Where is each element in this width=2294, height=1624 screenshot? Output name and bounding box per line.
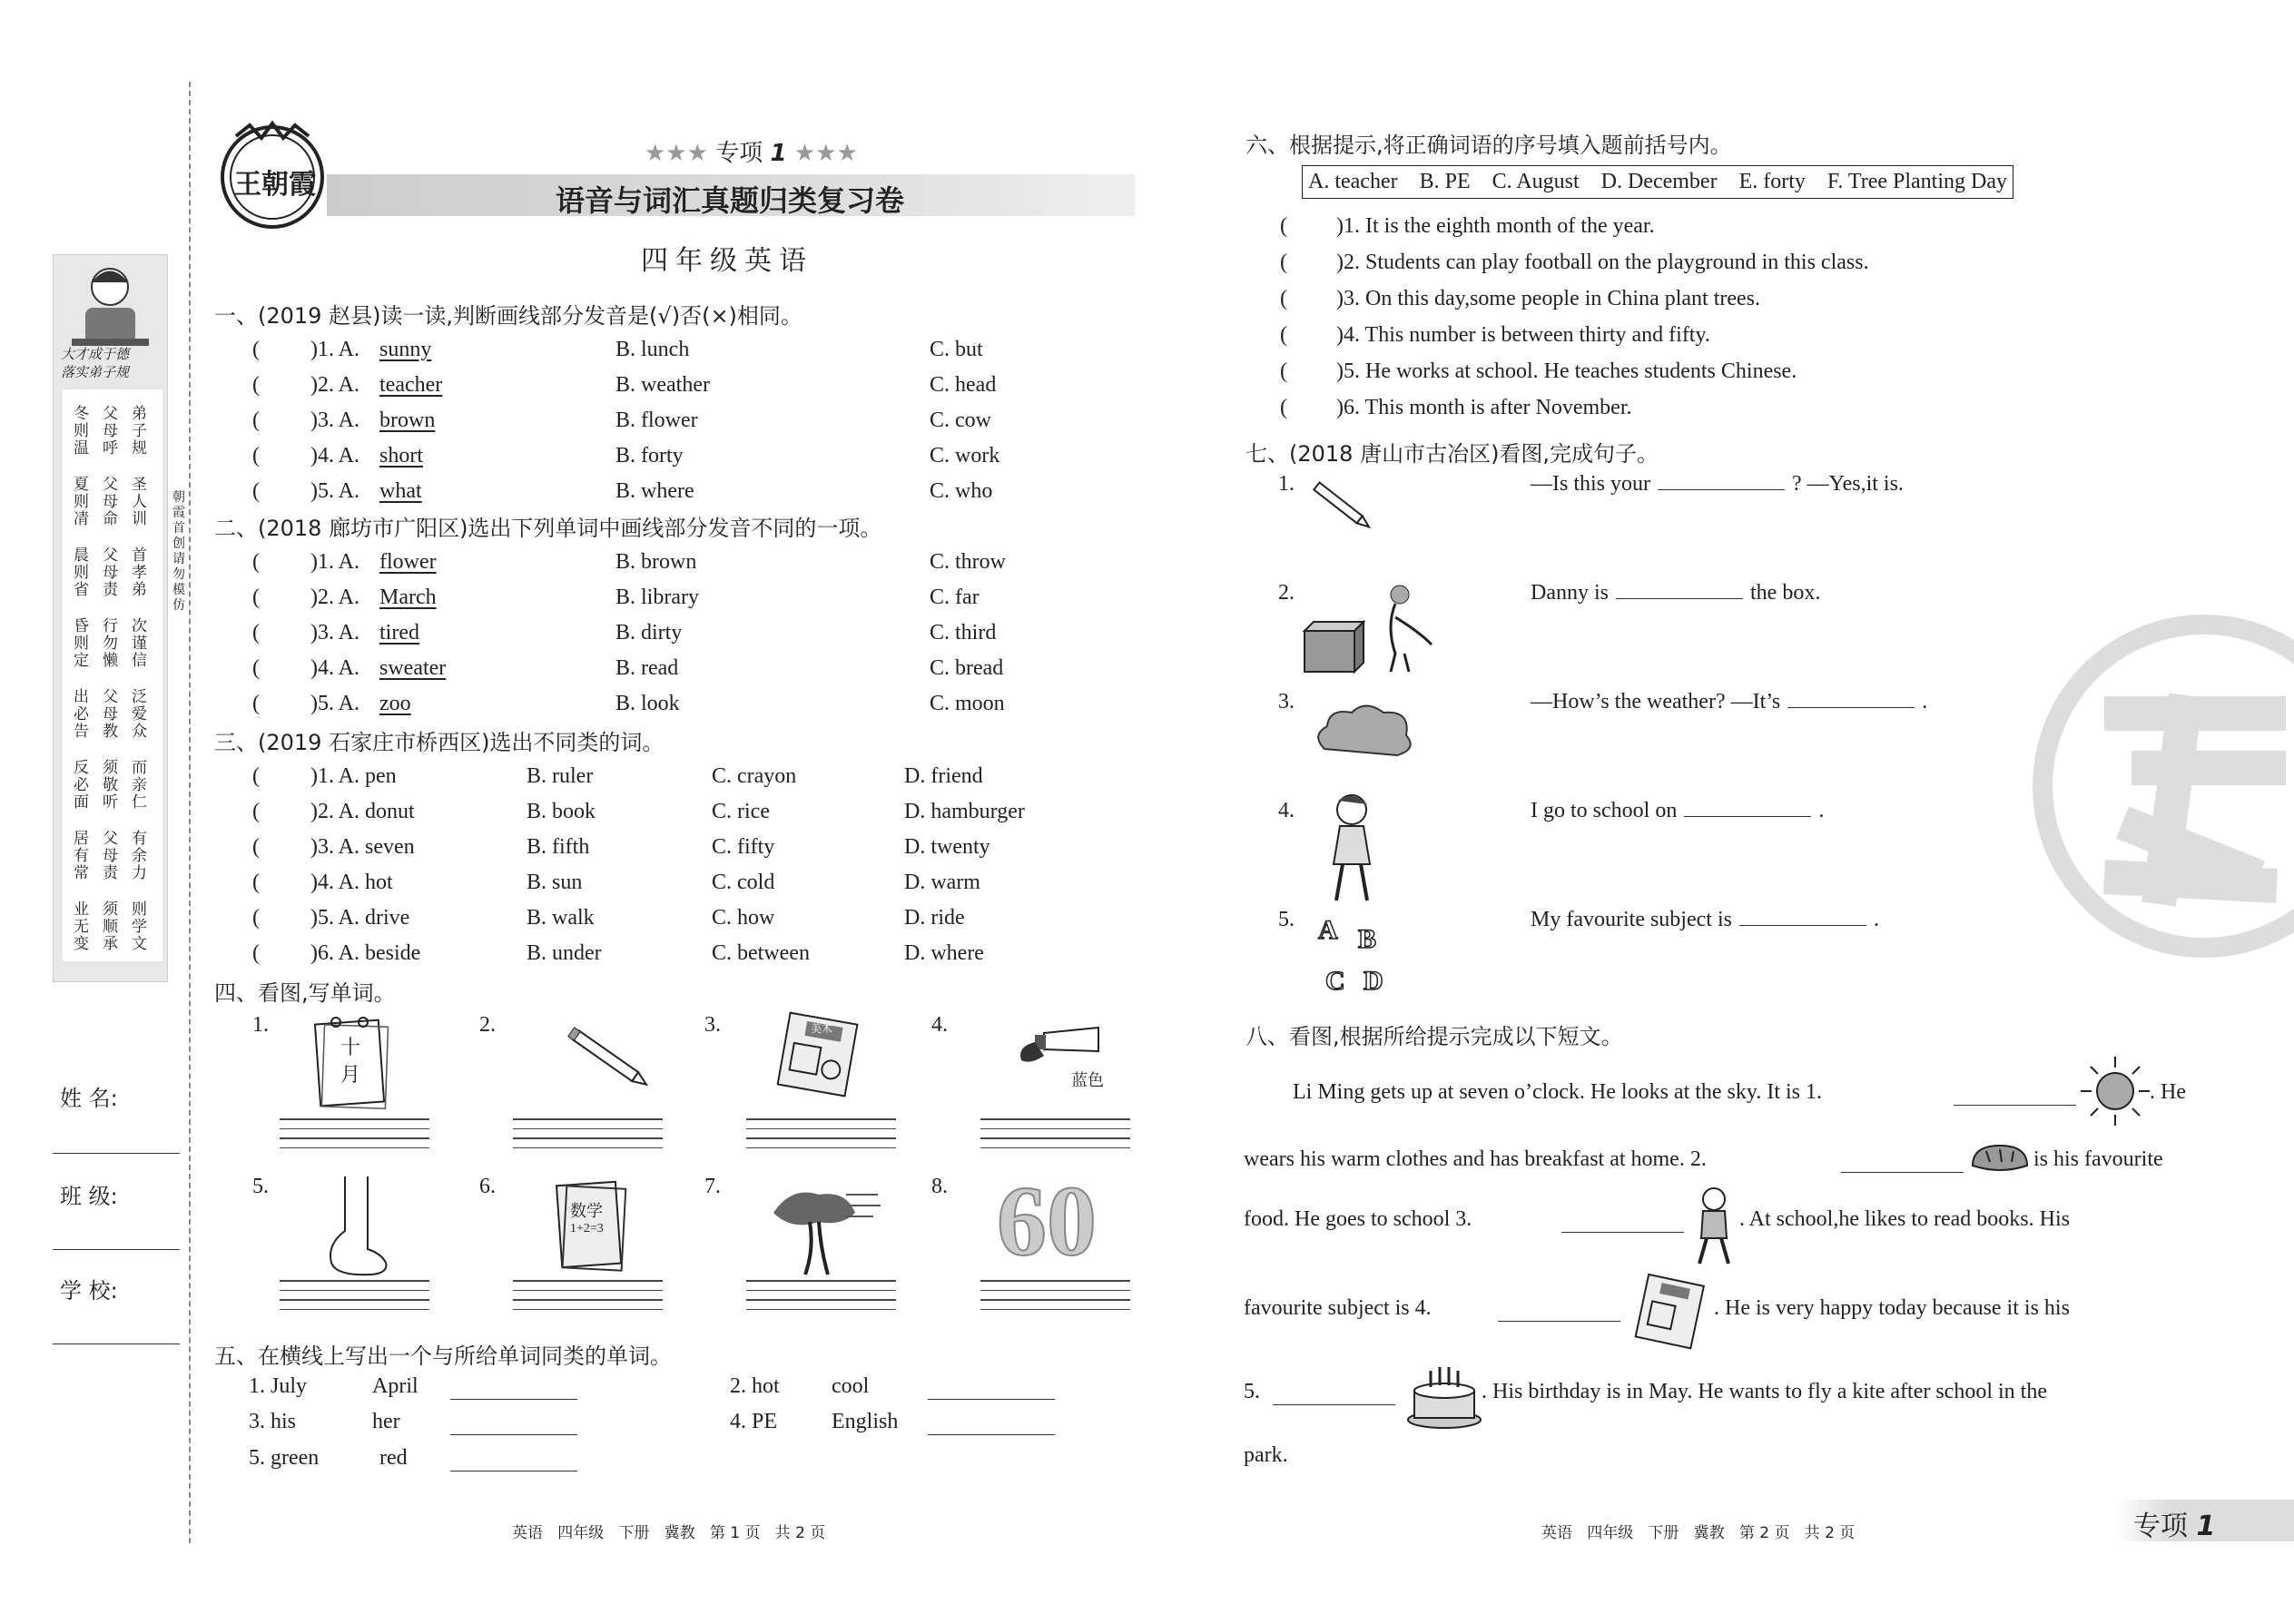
writing-lines[interactable]	[746, 1118, 896, 1158]
verse-column: 有余力	[132, 830, 147, 882]
option-b: B. dirty	[615, 621, 683, 645]
option-a: March	[379, 586, 437, 609]
option-c: C. but	[930, 338, 983, 361]
answer-blank[interactable]	[450, 1433, 577, 1435]
item-number: 3.	[704, 1013, 721, 1037]
verse-column: 弟子规	[132, 405, 147, 458]
letter-a: A	[1318, 915, 1338, 945]
option-b: B. ruler	[527, 764, 594, 788]
s5-given-word: cool	[832, 1374, 870, 1398]
item-number: 1.	[252, 1013, 269, 1037]
cloud-icon	[1311, 699, 1420, 763]
verse-column: 圣人训	[132, 476, 147, 528]
pencil-icon	[1305, 474, 1378, 537]
option-b: B. forty	[615, 444, 684, 468]
series-tag: ★★★ 专项 1 ★★★	[645, 140, 858, 167]
verse-column: 父母命	[103, 476, 118, 528]
sentence	[1531, 472, 1904, 497]
section-4-heading: 四、看图,写单词。	[214, 980, 396, 1006]
star-icon: ★★★	[645, 140, 708, 167]
writing-lines[interactable]	[513, 1280, 663, 1320]
option-c: C. who	[930, 479, 993, 503]
item-number: 7.	[704, 1175, 721, 1198]
verse-column: 次谨信	[132, 617, 147, 670]
question-text: )5. He works at school. He teaches students Chinese.	[1336, 359, 1797, 383]
option-b: B. lunch	[615, 338, 690, 361]
letter-d: D	[1364, 966, 1383, 996]
option-b: B. flower	[615, 408, 698, 432]
walking-girl-icon	[1320, 792, 1383, 910]
answer-blank[interactable]	[928, 1398, 1055, 1400]
passage-line-6: park.	[1244, 1443, 1288, 1467]
sentence-suffix: .	[1818, 799, 1825, 822]
item-number: 4.	[1278, 799, 1295, 822]
answer-paren-open[interactable]: (	[252, 408, 260, 432]
option-b: B. book	[527, 800, 596, 823]
logo-text: 王朝霞	[234, 169, 316, 201]
option-b: B. walk	[527, 906, 595, 930]
answer-paren-open[interactable]: (	[252, 373, 260, 397]
answer-paren-open[interactable]: (	[252, 692, 260, 715]
sentence	[1531, 690, 1927, 714]
section-5-heading: 五、在横线上写出一个与所给单词同类的单词。	[214, 1343, 672, 1369]
item-number: 5.	[252, 1175, 269, 1198]
option-a: sweater	[379, 656, 447, 680]
mascot-icon	[54, 255, 167, 355]
verse-column: 父母责	[103, 546, 118, 599]
star-icon: ★★★	[793, 140, 858, 167]
answer-paren-open[interactable]: (	[252, 871, 260, 894]
answer-blank[interactable]	[1561, 1231, 1684, 1233]
option-c: C. between	[712, 941, 810, 965]
answer-paren-open[interactable]: (	[252, 656, 260, 680]
answer-paren-open[interactable]: (	[252, 479, 260, 503]
letter-b: B	[1358, 924, 1377, 954]
options-box: A. teacher B. PE C. August D. December E. forty F. Tree Planting Day	[1302, 165, 2013, 199]
option-b: B. look	[615, 692, 680, 715]
answer-blank[interactable]	[1787, 706, 1915, 708]
section-6-heading: 六、根据提示,将正确词语的序号填入题前括号内。	[1245, 133, 1732, 158]
question-text: )6. This month is after November.	[1336, 396, 1632, 419]
answer-paren-open[interactable]: (	[1280, 323, 1287, 347]
option-a: )3. A. seven	[310, 835, 415, 859]
option-b: B. weather	[615, 373, 710, 397]
passage-line-5a: 5.	[1244, 1380, 1260, 1403]
sentence	[1531, 908, 1879, 932]
writing-lines[interactable]	[280, 1118, 429, 1158]
option-a: )5. A. drive	[310, 906, 410, 930]
letter-c: C	[1325, 966, 1345, 996]
answer-paren-open[interactable]: (	[252, 586, 260, 609]
answer-paren-open[interactable]: (	[1280, 359, 1287, 383]
question-text: )2. Students can play football on the playground in this class.	[1336, 251, 1869, 274]
passage-line-4a: favourite subject is 4.	[1244, 1296, 1432, 1320]
item-number: )1. A.	[310, 550, 359, 574]
item-number: )5. A.	[310, 479, 359, 503]
option-d: D. twenty	[904, 835, 990, 859]
option-c: C. crayon	[712, 764, 797, 788]
option-a: what	[379, 479, 422, 503]
option-c: C. head	[930, 373, 997, 397]
item-number: )4. A.	[310, 444, 359, 468]
passage-line-1a: Li Ming gets up at seven o’clock. He looks at the sky. It is 1.	[1293, 1080, 1823, 1104]
verse-column: 行勿懒	[103, 617, 118, 670]
section-8-heading: 八、看图,根据所给提示完成以下短文。	[1245, 1024, 1623, 1049]
option-a: sunny	[379, 338, 432, 361]
item-number: 8.	[931, 1175, 948, 1198]
section-1-heading: 一、(2019 赵县)读一读,判断画线部分发音是(√)否(×)相同。	[214, 303, 802, 329]
answer-paren-open[interactable]: (	[1280, 287, 1287, 310]
option-c: C. throw	[930, 550, 1006, 574]
option-c: C. rice	[712, 800, 770, 823]
motto-1: 大才成于德	[61, 346, 130, 362]
section-7-heading: 七、(2018 唐山市古冶区)看图,完成句子。	[1245, 441, 1659, 467]
item-number: )1. A.	[310, 338, 359, 361]
s5-item-number: 4. PE	[730, 1410, 778, 1433]
sentence-suffix: .	[1922, 690, 1928, 714]
watermark-seal	[2023, 614, 2294, 959]
passage-line-2a: wears his warm clothes and has breakfast at home. 2.	[1244, 1147, 1707, 1171]
s5-given-word: red	[379, 1446, 408, 1470]
question-text: )3. On this day,some people in China plant trees.	[1336, 287, 1761, 310]
verse-column: 须顺承	[103, 901, 118, 953]
item-number: 3.	[1278, 690, 1295, 714]
art-book-label: 美术	[811, 1022, 833, 1035]
answer-blank[interactable]	[1739, 924, 1866, 926]
option-b: B. under	[527, 941, 602, 965]
birthday-cake-icon	[1405, 1356, 1483, 1431]
option-c: C. how	[712, 906, 775, 930]
option-a: brown	[379, 408, 436, 432]
page-subtitle: 四年级英语	[641, 245, 813, 277]
item-number: 1.	[1278, 472, 1295, 496]
s5-item-number: 1. July	[249, 1374, 308, 1398]
writing-lines[interactable]	[280, 1280, 429, 1320]
item-number: )4. A.	[310, 656, 359, 680]
option-d: D. ride	[904, 906, 965, 930]
answer-blank[interactable]	[450, 1470, 577, 1471]
writing-lines[interactable]	[980, 1118, 1130, 1158]
motto-2: 落实弟子规	[61, 364, 130, 380]
answer-paren-open[interactable]: (	[1280, 214, 1287, 238]
option-c: C. work	[930, 444, 1000, 468]
answer-paren-open[interactable]: (	[1280, 396, 1287, 419]
option-d: D. warm	[904, 871, 980, 894]
verse-column: 反必面	[74, 759, 89, 812]
passage-line-3b: . At school,he likes to read books. His	[1739, 1207, 2070, 1231]
option-c: C. third	[930, 621, 997, 645]
copyright-note: 朝霞首创 请勿模仿	[172, 490, 185, 613]
option-c: C. moon	[930, 692, 1005, 715]
option-c: C. far	[930, 586, 980, 609]
section-2-heading: 二、(2018 廊坊市广阳区)选出下列单词中画线部分发音不同的一项。	[214, 516, 882, 541]
item-number: )5. A.	[310, 692, 359, 715]
answer-paren-open[interactable]: (	[252, 444, 260, 468]
option-a: teacher	[379, 373, 443, 397]
item-number: )3. A.	[310, 621, 359, 645]
option-c: C. cow	[930, 408, 991, 432]
option-b: B. library	[615, 586, 699, 609]
answer-paren-open[interactable]: (	[252, 906, 260, 930]
verse-column: 须敬听	[103, 759, 118, 812]
sentence-prefix: —Is this your	[1531, 472, 1650, 496]
item-number: )2. A.	[310, 586, 359, 609]
school-label: 学 校:	[60, 1278, 118, 1304]
answer-paren-open[interactable]: (	[252, 338, 260, 361]
item-number: 2.	[1278, 581, 1295, 605]
answer-blank[interactable]	[1273, 1403, 1395, 1405]
sentence	[1531, 799, 1824, 823]
verse-column: 业无变	[74, 901, 89, 953]
verse-column: 而亲仁	[132, 759, 147, 812]
option-a: )4. A. hot	[310, 871, 393, 894]
math-book-formula: 1+2=3	[570, 1222, 604, 1235]
footer-left: 英语 四年级 下册 冀教 第 1 页 共 2 页	[512, 1524, 826, 1542]
s5-item-number: 3. his	[249, 1410, 297, 1433]
option-a: )1. A. pen	[310, 764, 397, 788]
option-a: tired	[379, 621, 419, 645]
answer-paren-open[interactable]: (	[252, 835, 260, 859]
option-b: B. fifth	[527, 835, 590, 859]
option-a: flower	[379, 550, 437, 574]
answer-blank[interactable]	[1498, 1320, 1620, 1322]
answer-blank[interactable]	[1684, 815, 1811, 817]
sentence-suffix: .	[1873, 908, 1879, 931]
passage-line-1b: . He	[2150, 1080, 2186, 1104]
answer-paren-open[interactable]: (	[252, 941, 260, 965]
option-a: zoo	[379, 692, 411, 715]
answer-blank[interactable]	[1954, 1104, 2076, 1106]
option-d: D. friend	[904, 764, 983, 788]
section-3-heading: 三、(2019 石家庄市桥西区)选出不同类的词。	[214, 730, 665, 755]
s5-item-number: 2. hot	[730, 1374, 780, 1398]
mascot-panel	[53, 254, 168, 982]
verse-column: 出必告	[74, 688, 89, 741]
sixty-figure: 60	[997, 1166, 1097, 1276]
box-and-dinosaur-icon	[1300, 581, 1445, 676]
blue-label: 蓝色	[1071, 1071, 1104, 1090]
verse-block	[63, 389, 162, 961]
name-label: 姓 名:	[60, 1086, 118, 1111]
answer-paren-open[interactable]: (	[252, 621, 260, 645]
answer-paren-open[interactable]: (	[252, 764, 260, 788]
option-a: short	[379, 444, 423, 468]
sentence-suffix: the box.	[1750, 581, 1821, 605]
page-title: 语音与词汇真题归类复习卷	[556, 183, 905, 218]
answer-blank[interactable]	[928, 1433, 1055, 1435]
class-label: 班 级:	[60, 1184, 118, 1209]
s5-given-word: English	[832, 1410, 899, 1433]
verse-column: 父母教	[103, 688, 118, 741]
option-c: C. bread	[930, 656, 1004, 680]
option-d: D. hamburger	[904, 800, 1025, 823]
s5-given-word: her	[372, 1410, 400, 1433]
answer-blank[interactable]	[450, 1398, 577, 1400]
sun-icon	[2079, 1055, 2151, 1127]
walking-boy-icon	[1690, 1186, 1738, 1267]
foot-icon	[318, 1176, 399, 1281]
writing-lines[interactable]	[746, 1280, 896, 1320]
passage-line-5b: . His birthday is in May. He wants to fly a kite after school in the	[1482, 1380, 2047, 1403]
bread-icon	[1968, 1138, 2032, 1176]
s5-item-number: 5. green	[249, 1446, 320, 1470]
item-number: )2. A.	[310, 373, 359, 397]
item-number: 4.	[931, 1013, 948, 1037]
answer-paren-open[interactable]: (	[252, 550, 260, 574]
passage-line-2b: is his favourite	[2033, 1147, 2163, 1171]
class-field[interactable]	[53, 1249, 180, 1250]
item-number: 2.	[479, 1013, 496, 1037]
sentence-prefix: My favourite subject is	[1531, 908, 1732, 931]
footer-tag: 专项 1	[2133, 1511, 2216, 1542]
option-c: C. fifty	[712, 835, 775, 859]
math-book-label: 数学	[570, 1202, 603, 1221]
verse-column: 夏则凊	[74, 476, 89, 528]
option-b: B. brown	[615, 550, 697, 574]
sentence-suffix: ? —Yes,it is.	[1792, 472, 1904, 496]
option-b: B. sun	[527, 871, 583, 894]
verse-column: 首孝弟	[132, 546, 147, 599]
pencil-icon	[559, 1022, 659, 1095]
answer-paren-open[interactable]: (	[1280, 251, 1287, 274]
sentence-prefix: Danny is	[1531, 581, 1609, 605]
option-d: D. where	[904, 941, 984, 965]
verse-column: 昏则定	[74, 617, 89, 670]
writing-lines[interactable]	[980, 1280, 1130, 1320]
option-c: C. cold	[712, 871, 775, 894]
passage-line-3a: food. He goes to school 3.	[1244, 1207, 1472, 1231]
sentence-prefix: —How’s the weather? —It’s	[1531, 690, 1781, 714]
verse-column: 父母呼	[103, 405, 118, 458]
windy-tree-icon	[755, 1176, 882, 1276]
sentence-prefix: I go to school on	[1531, 799, 1678, 822]
school-field[interactable]	[53, 1343, 180, 1344]
answer-paren-open[interactable]: (	[252, 800, 260, 823]
question-text: )4. This number is between thirty and fifty.	[1336, 323, 1710, 347]
verse-column: 冬则温	[74, 405, 89, 458]
verse-column: 晨则省	[74, 546, 89, 599]
verse-column: 则学文	[132, 901, 147, 953]
answer-blank[interactable]	[1616, 597, 1743, 599]
verse-column: 父母责	[103, 830, 118, 882]
question-text: )1. It is the eighth month of the year.	[1336, 214, 1655, 238]
answer-blank[interactable]	[1658, 488, 1785, 490]
option-a: )2. A. donut	[310, 800, 415, 823]
verse-column: 居有常	[74, 830, 89, 882]
verse-column: 泛爱众	[132, 688, 147, 741]
art-book-icon	[1630, 1273, 1712, 1353]
item-number: )3. A.	[310, 408, 359, 432]
name-field[interactable]	[53, 1153, 180, 1154]
option-a: )6. A. beside	[310, 941, 421, 965]
option-b: B. where	[615, 479, 694, 503]
item-number: 5.	[1278, 908, 1295, 931]
calendar-text: 十月	[340, 1037, 361, 1087]
writing-lines[interactable]	[513, 1118, 663, 1158]
s5-given-word: April	[372, 1374, 418, 1398]
answer-blank[interactable]	[1841, 1171, 1964, 1173]
binding-line	[189, 82, 191, 1543]
item-number: 6.	[479, 1175, 496, 1198]
sentence	[1531, 581, 1820, 605]
footer-right: 英语 四年级 下册 冀教 第 2 页 共 2 页	[1541, 1524, 1856, 1542]
option-b: B. read	[615, 656, 679, 680]
passage-line-4b: . He is very happy today because it is his	[1714, 1296, 2070, 1320]
